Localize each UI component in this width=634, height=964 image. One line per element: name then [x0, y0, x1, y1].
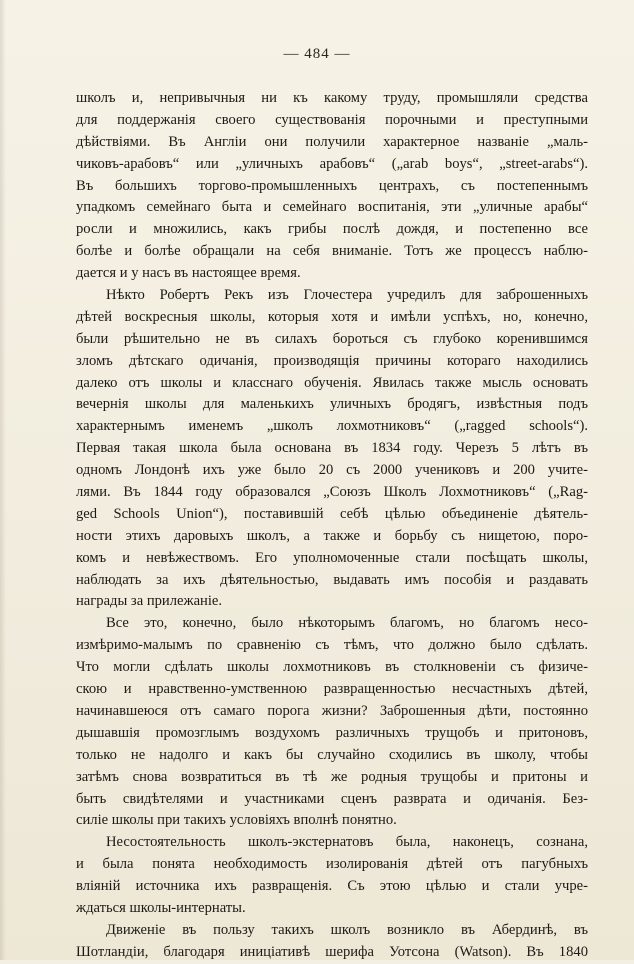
text-line: дѣтей воскресныя школы, которыя хотя и имѣли успѣхъ, но, конечно,	[76, 308, 588, 325]
text-line: Нѣкто Робертъ Рекъ изъ Глочестера учредилъ для заброшенныхъ	[106, 287, 588, 304]
text-line: одномъ Лондонѣ ихъ уже было 20 съ 2000 учениковъ и 200 учите-	[76, 462, 588, 479]
text-line: болѣе и болѣе обращали на себя вниманіе. Тотъ же процессъ наблю-	[76, 243, 588, 260]
text-line: Первая такая школа была основана въ 1834 году. Черезъ 5 лѣтъ въ	[76, 440, 588, 457]
text-line: Все это, конечно, было нѣкоторымъ благомъ, но благомъ несо-	[106, 615, 588, 632]
text-line: Движеніе въ пользу такихъ школъ возникло въ Абердинѣ, въ	[106, 921, 588, 938]
text-line: быть свидѣтелями и участниками сценъ разврата и одичанія. Без-	[76, 790, 588, 807]
text-line: дается и у насъ въ настоящее время.	[76, 265, 301, 282]
text-line: комъ и невѣжествомъ. Его уполномоченные стали посѣщать школы,	[76, 549, 588, 566]
text-line: и была понята необходимость изолированія дѣтей отъ пагубныхъ	[76, 856, 588, 873]
text-line: только не надолго и какъ бы случайно сходились въ школу, чтобы	[76, 746, 588, 763]
text-line: Въ большихъ торгово-промышленныхъ центрахъ, съ постепеннымъ	[76, 177, 588, 194]
text-line: награды за прилежаніе.	[76, 593, 223, 610]
text-line: наблюдать за ихъ дѣятельностью, выдавать имъ пособія и раздавать	[76, 571, 588, 588]
text-line: чиковъ-арабовъ“ или „уличныхъ арабовъ“ („arab boys“, „street-arabs“).	[76, 155, 588, 172]
text-line: дышавшія промозглымъ воздухомъ различныхъ трущобъ и притоновъ,	[76, 724, 588, 741]
text-line: скою и нравственно-умственною развращенностью несчастныхъ дѣтей,	[76, 681, 588, 698]
text-line: вліяній источника ихъ развращенія. Съ этою цѣлью и стали учре-	[76, 878, 588, 895]
text-line: дѣйствіями. Въ Англіи они получили характерное названіе „маль-	[76, 133, 588, 150]
text-line: далеко отъ школы и класснаго обученія. Явилась также мысль основать	[76, 374, 588, 391]
page-number: — 484 —	[283, 46, 351, 62]
text-line: были рѣшительно не въ силахъ бороться съ глубоко коренившимся	[76, 330, 588, 347]
text-line: начинавшеюся отъ самаго порога жизни? Заброшенныя дѣти, постоянно	[76, 702, 588, 719]
text-line: ged Schools Union“), поставившій себѣ цѣлью объединеніе дѣятель-	[76, 505, 588, 522]
text-line: затѣмъ снова возвратиться въ тѣ же родныя трущобы и притоны и	[76, 768, 588, 785]
body-text	[76, 88, 588, 964]
page-edge-shadow	[0, 0, 6, 960]
text-line: лями. Въ 1844 году образовался „Союзъ Школъ Лохмотниковъ“ („Rag-	[76, 484, 588, 501]
text-line: ждаться школы-интернаты.	[76, 899, 246, 916]
text-line: упадкомъ семейнаго быта и семейнаго воспитанія, эти „уличные арабы“	[76, 199, 588, 216]
text-line: измѣримо-малымъ по сравненію съ тѣмъ, что должно было сдѣлать.	[76, 637, 588, 654]
text-line: для поддержанія своего существованія порочными и преступными	[76, 111, 588, 128]
text-line: Несостоятельность школъ-экстернатовъ была, наконецъ, сознана,	[106, 834, 588, 851]
text-line: ности этихъ даровыхъ школъ, а также и борьбу съ нищетою, поро-	[76, 527, 588, 544]
text-line: характернымъ именемъ „школъ лохмотниковъ“ („ragged schools“).	[76, 418, 588, 435]
text-line: вечернія школы для маленькихъ уличныхъ бродягъ, извѣстныя подъ	[76, 396, 588, 413]
text-line: силіе школы при такихъ условіяхъ вполнѣ понятно.	[76, 812, 397, 829]
text-line: школъ и, непривычныя ни къ какому труду, промышляли средства	[76, 90, 588, 106]
text-line: зломъ дѣтскаго одичанія, производящія причины котораго находились	[76, 352, 588, 369]
text-line: росли и множились, какъ грибы послѣ дождя, и постепенно все	[76, 221, 588, 238]
text-line: Что могли сдѣлать школы лохмотниковъ въ столкновеніи съ физиче-	[76, 659, 588, 676]
text-line: Шотландіи, благодаря иниціативѣ шерифа Уотсона (Watson). Въ 1840	[76, 943, 588, 960]
